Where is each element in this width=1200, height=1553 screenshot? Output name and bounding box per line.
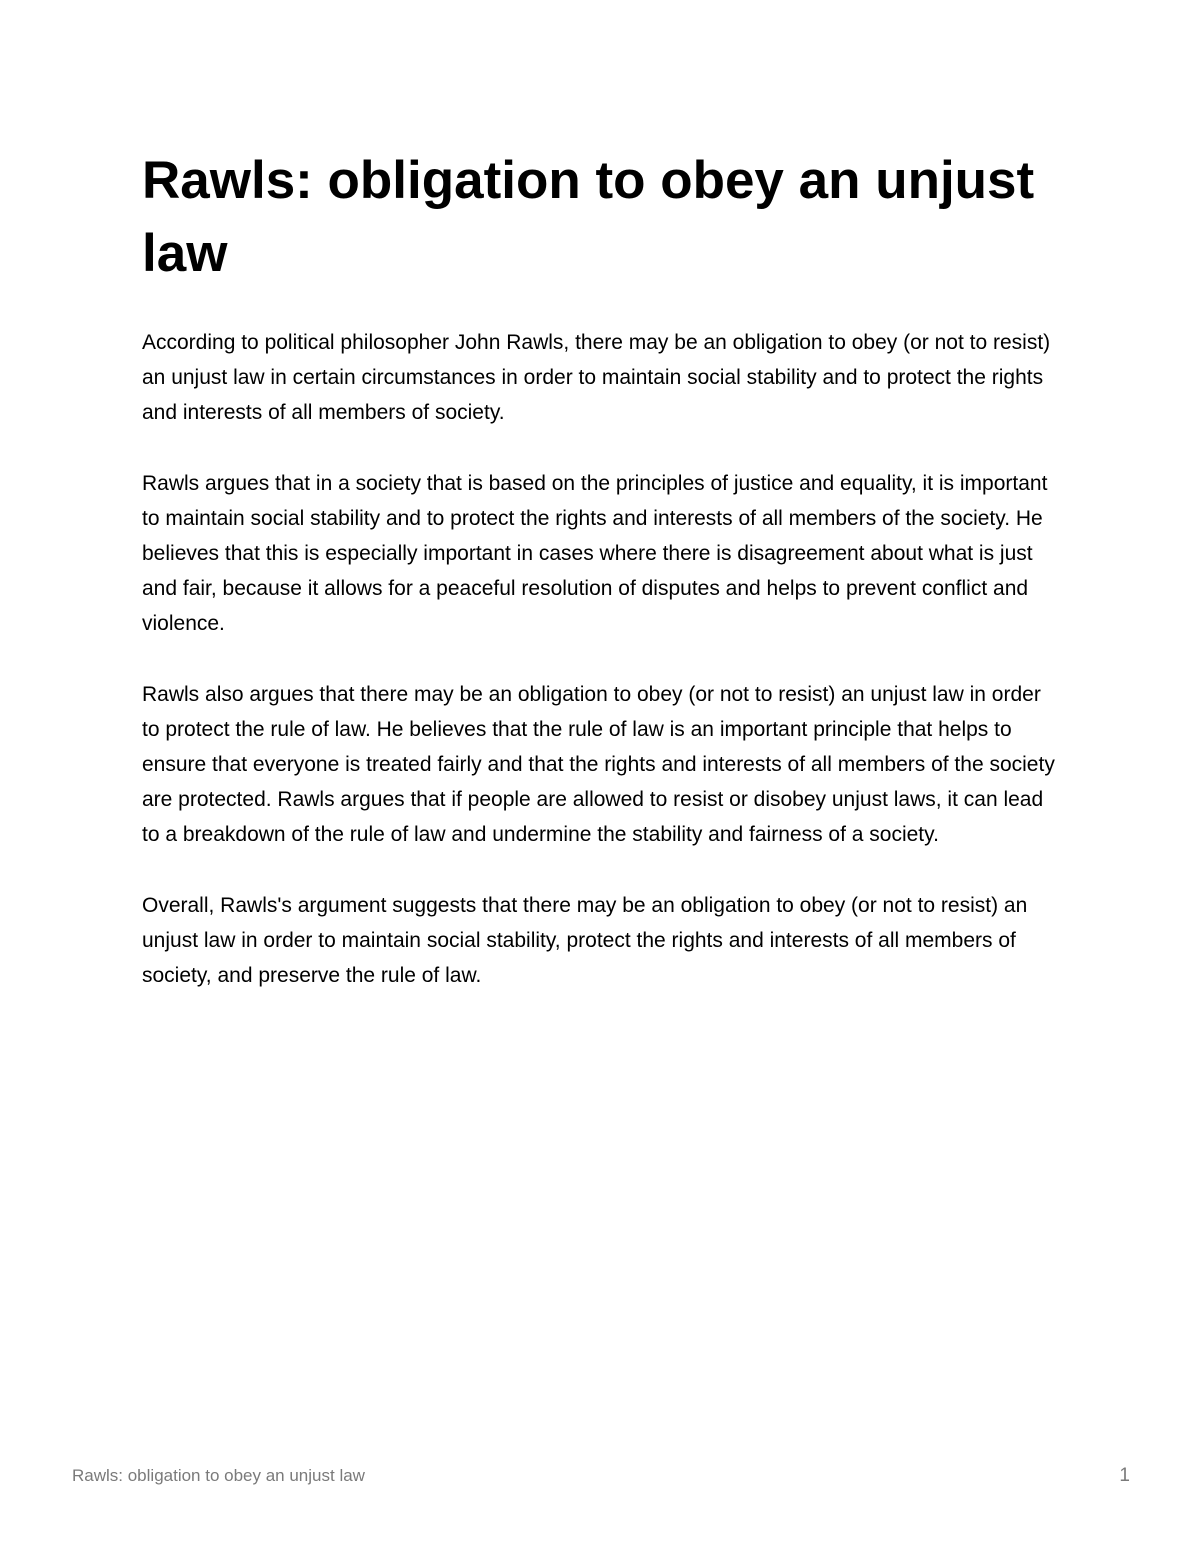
paragraph-2: Rawls argues that in a society that is based on the principles of justice and equality, it is important to maintain social stability and to protect the rights and interests of all members of the society. He believes that this is especially important in cases where there is disagreement about what is just and fair, because it allows for a peaceful resolution of disputes and helps to prevent conflict and violence. bbox=[142, 471, 1048, 636]
page-title: Rawls: obligation to obey an unjust law bbox=[142, 151, 1035, 283]
paragraph-3: Rawls also argues that there may be an obligation to obey (or not to resist) an unjust law in order to protect the rule of law. He believes that the rule of law is an important principle that helps to ensure that everyone is treated fairly and that the rights and interests of all members of the society are protected. Rawls argues that if people are allowed to resist or disobey unjust laws, it can lead to a breakdown of the rule of law and undermine the stability and fairness of a society. bbox=[142, 682, 1055, 847]
document-body bbox=[142, 325, 1062, 1028]
paragraph-1: According to political philosopher John Rawls, there may be an obligation to obey (or not to resist) an unjust law in certain circumstances in order to maintain social stability and to protect the rights and interests of all members of society. bbox=[142, 331, 1051, 425]
page-number: 1 bbox=[1119, 1465, 1130, 1486]
page-footer bbox=[72, 1465, 1130, 1487]
paragraph-4: Overall, Rawls's argument suggests that there may be an obligation to obey (or not to resist) an unjust law in order to maintain social stability, protect the rights and interests of all members of society, and preserve the rule of law. bbox=[142, 893, 1028, 988]
footer-title: Rawls: obligation to obey an unjust law bbox=[72, 1466, 365, 1485]
